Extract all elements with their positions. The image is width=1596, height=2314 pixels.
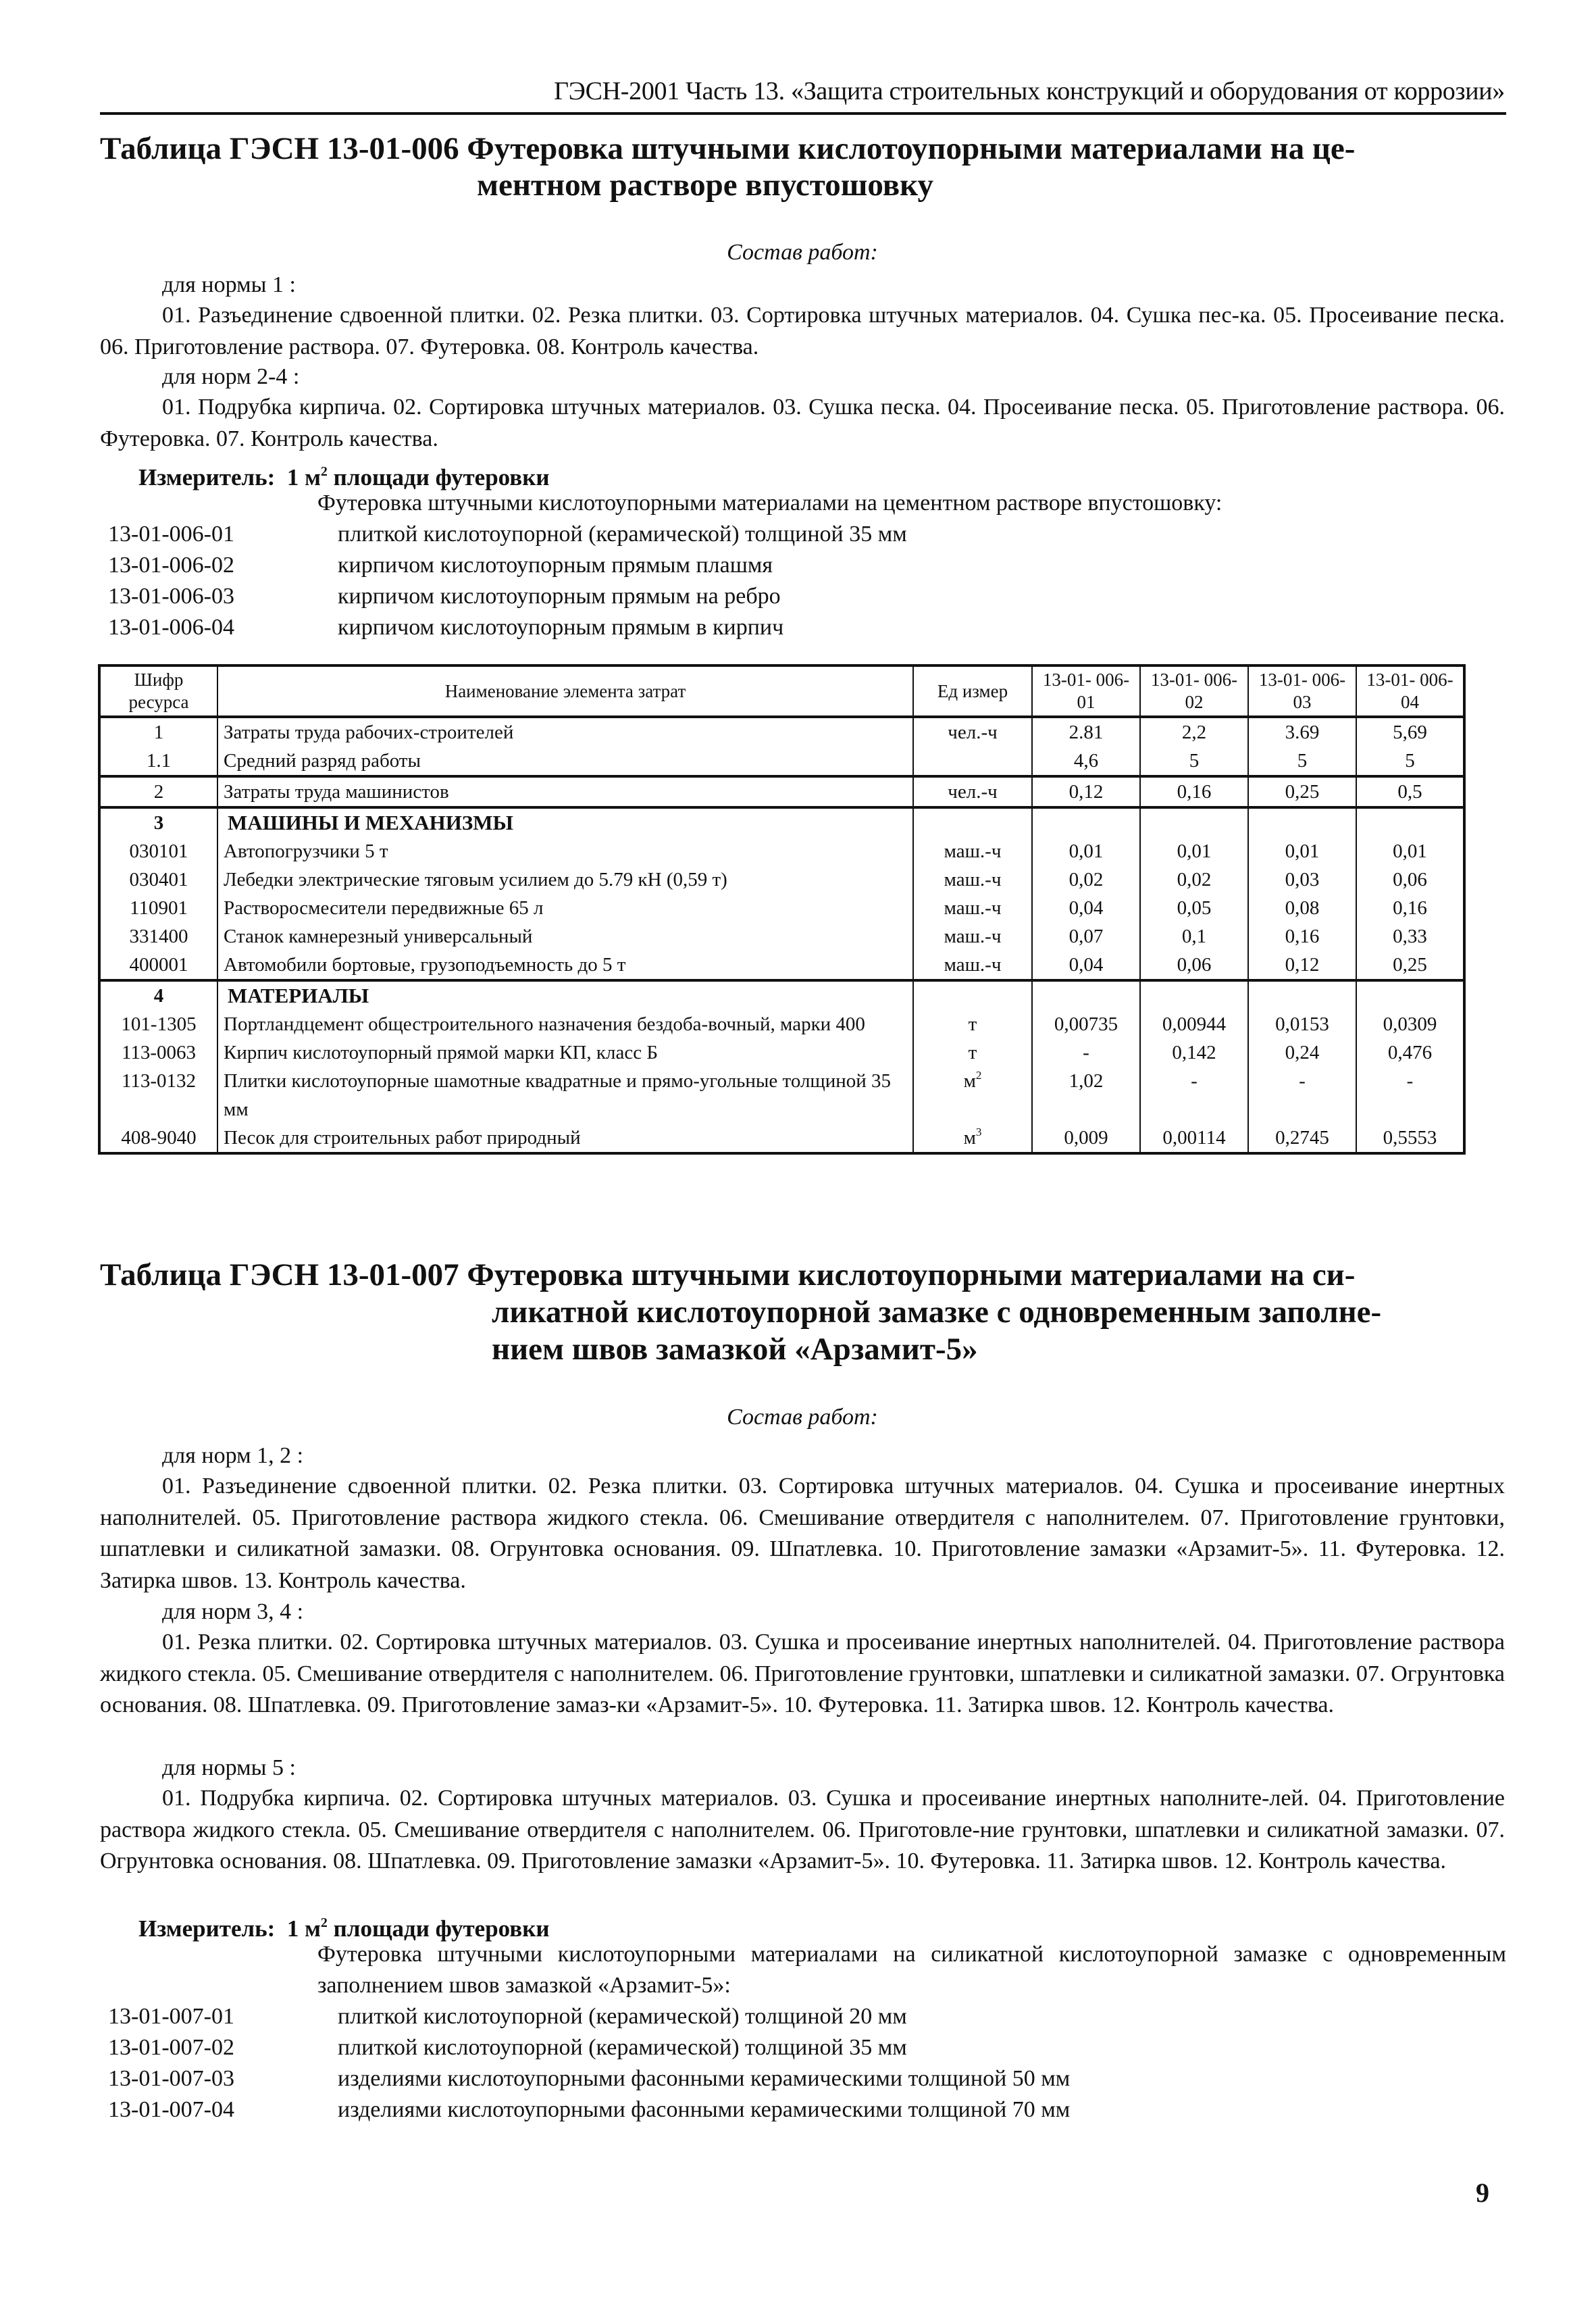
resource-value: 0,01 — [1248, 837, 1356, 865]
page-number: 9 — [1476, 2178, 1489, 2208]
norm-desc: изделиями кислотоупорными фасонными керамическими толщиной 50 мм — [338, 2066, 1071, 2091]
resource-value: - — [1032, 1038, 1140, 1067]
resource-value: 0,142 — [1140, 1038, 1248, 1067]
resource-value: 0,476 — [1356, 1038, 1464, 1067]
resource-value: 0,12 — [1032, 776, 1140, 807]
table2-works-1-for: для норм 3, 4 : — [162, 1599, 304, 1624]
resource-value: 0,05 — [1140, 894, 1248, 922]
resource-value: 0,009 — [1032, 1124, 1140, 1153]
resource-value: 2.81 — [1032, 717, 1140, 747]
table1-works-0-for: для нормы 1 : — [162, 272, 296, 297]
resource-value: 0,0153 — [1248, 1010, 1356, 1038]
measure-value: 1 м — [286, 464, 321, 491]
resource-unit — [913, 1010, 1032, 1038]
table2-title-cont2: нием швов замазкой «Арзамит-5» — [492, 1332, 978, 1367]
measure-value: 1 м — [286, 1915, 321, 1942]
table1-title-cont: ментном растворе впустошовку — [477, 168, 934, 203]
resource-code: 110901 — [99, 894, 217, 922]
norm-code: 13-01-007-04 — [108, 2097, 234, 2122]
table-row — [99, 837, 1464, 865]
resource-code: 3 — [99, 807, 217, 837]
works-text: 01. Подрубка кирпича. 02. Сортировка штучных материалов. 03. Сушка песка. 04. Просеивание песка. 05. Приготовление раствора. 06. Футеровка. 07. Контроль качества. — [100, 395, 1505, 451]
norm-row — [108, 612, 783, 643]
resource-name: Плитки кислотоупорные шамотные квадратные и прямо-угольные толщиной 35 мм — [217, 1067, 913, 1124]
resource-unit — [913, 1067, 1032, 1124]
resource-value: 0,02 — [1140, 865, 1248, 894]
norm-code: 13-01-006-01 — [108, 522, 234, 547]
resource-name: Затраты труда рабочих-строителей — [217, 717, 913, 747]
resource-table-body — [99, 717, 1464, 1153]
table2-title-cont1: ликатной кислотоупорной замазке с одновременным заполне- — [492, 1294, 1382, 1330]
table2-norms-intro: Футеровка штучными кислотоупорными материалами на силикатной кислотоупорной замазке с одновременным заполнением швов замазкой «Арзамит-5»: — [317, 1942, 1506, 1998]
header-name: Наименование элемента затрат — [217, 665, 913, 717]
resource-code: 030401 — [99, 865, 217, 894]
resource-code: 4 — [99, 980, 217, 1010]
norm-code: 13-01-007-02 — [108, 2035, 234, 2060]
resource-value — [1248, 980, 1356, 1010]
resource-value: 0,01 — [1356, 837, 1464, 865]
norm-code: 13-01-007-01 — [108, 2004, 234, 2029]
table2-title: Таблица ГЭСН 13-01-007 Футеровка штучными кислотоупорными материалами на си- — [100, 1257, 1356, 1292]
norm-code: 13-01-007-03 — [108, 2066, 234, 2091]
resource-value: 0,07 — [1032, 922, 1140, 951]
table-row — [99, 1010, 1464, 1038]
table2-works-2-for: для нормы 5 : — [162, 1755, 296, 1780]
resource-name: Автопогрузчики 5 т — [217, 837, 913, 865]
resource-value: 0,0309 — [1356, 1010, 1464, 1038]
resource-value — [1032, 980, 1140, 1010]
table-group-row — [99, 980, 1464, 1010]
table-row — [99, 951, 1464, 980]
unit-text: маш.-ч — [944, 869, 1002, 890]
unit-superscript: 3 — [975, 1126, 982, 1138]
norm-row — [108, 550, 773, 581]
table2-works-1-text — [100, 1627, 1505, 1721]
norm-code: 13-01-006-04 — [108, 615, 234, 640]
measure-label: Измеритель: — [138, 464, 276, 491]
resource-value: 0,16 — [1356, 894, 1464, 922]
resource-unit — [913, 980, 1032, 1010]
resource-value: 0,04 — [1032, 951, 1140, 980]
resource-value: 0,01 — [1032, 837, 1140, 865]
resource-value — [1140, 980, 1248, 1010]
resource-value: 1,02 — [1032, 1067, 1140, 1124]
unit-text: маш.-ч — [944, 897, 1002, 919]
resource-name: Кирпич кислотоупорный прямой марки КП, класс Б — [217, 1038, 913, 1067]
header-col-02: 13-01- 006-02 — [1140, 665, 1248, 717]
norm-code: 13-01-006-02 — [108, 553, 234, 578]
resource-name: Автомобили бортовые, грузоподъемность до 5 т — [217, 951, 913, 980]
table-group-row — [99, 807, 1464, 837]
resource-code: 1 — [99, 717, 217, 747]
unit-superscript: 2 — [975, 1069, 982, 1082]
resource-unit — [913, 837, 1032, 865]
norm-desc: плиткой кислотоупорной (керамической) толщиной 35 мм — [338, 522, 907, 547]
table-row — [99, 747, 1464, 776]
norm-row — [108, 519, 907, 550]
resource-value — [1032, 807, 1140, 837]
measure-sup: 2 — [320, 464, 328, 479]
works-text: 01. Подрубка кирпича. 02. Сортировка штучных материалов. 03. Сушка и просеивание инертных наполните-лей. 04. Приготовление раствора жидкого стекла. 05. Смешивание отвердителя с наполнителем. 06. Приготовле-ние грунтовки, шпатлевки и силикатной замазки. 07. Огрунтовка основания. 08. Шпатлевка. 09. Приготовление замазки «Арзамит-5». 10. Футеровка. 11. Затирка швов. 12. Контроль качества. — [100, 1786, 1505, 1873]
table-row — [99, 1067, 1464, 1124]
resource-value: 0,03 — [1248, 865, 1356, 894]
header-rule — [100, 112, 1506, 115]
resource-unit — [913, 717, 1032, 747]
works-text: 01. Разъединение сдвоенной плитки. 02. Резка плитки. 03. Сортировка штучных материалов. 04. Сушка пес-ка. 05. Просеивание песка. 06. Приготовление раствора. 07. Футеровка. 08. Контроль качества. — [100, 303, 1505, 359]
resource-value: 0,00735 — [1032, 1010, 1140, 1038]
table-row — [99, 922, 1464, 951]
resource-code: 400001 — [99, 951, 217, 980]
resource-name: Средний разряд работы — [217, 747, 913, 776]
table1-title-lead: Таблица ГЭСН 13-01-006 Футеровка штучными кислотоупорными материалами на це- — [100, 131, 1356, 166]
measure-rest: площади футеровки — [327, 464, 550, 491]
table1-works-1-for: для норм 2-4 : — [162, 364, 300, 389]
table-row — [99, 717, 1464, 747]
unit-text: м — [963, 1127, 976, 1149]
table-row — [99, 1038, 1464, 1067]
resource-code: 101-1305 — [99, 1010, 217, 1038]
resource-value — [1356, 807, 1464, 837]
norm-desc: кирпичом кислотоупорным прямым плашмя — [338, 553, 773, 578]
unit-text: маш.-ч — [944, 840, 1002, 862]
resource-code: 1.1 — [99, 747, 217, 776]
resource-value: 0,01 — [1140, 837, 1248, 865]
measure-sup: 2 — [320, 1915, 328, 1930]
norm-desc: кирпичом кислотоупорным прямым в кирпич — [338, 615, 784, 640]
table2-works-0-for: для норм 1, 2 : — [162, 1443, 304, 1468]
norm-row — [108, 2001, 907, 2032]
resource-value: - — [1356, 1067, 1464, 1124]
resource-value: 0,08 — [1248, 894, 1356, 922]
table2-composition-label: Состав работ: — [727, 1405, 878, 1430]
header-col-03: 13-01- 006-03 — [1248, 665, 1356, 717]
header-col-04: 13-01- 006-04 — [1356, 665, 1464, 717]
header-code: Шифр ресурса — [99, 665, 217, 717]
works-text: 01. Разъединение сдвоенной плитки. 02. Резка плитки. 03. Сортировка штучных материалов. 04. Сушка и просеивание инертных наполнителей. 05. Приготовление раствора жидкого стекла. 06. Смешивание отвердителя с наполнителем. 07. Приготовление грунтовки, шпатлевки и силикатной замазки. 08. Огрунтовка основания. 09. Шпатлевка. 10. Приготовление замазки «Арзамит-5». 11. Футеровка. 12. Затирка швов. 13. Контроль качества. — [100, 1474, 1505, 1593]
resource-code: 408-9040 — [99, 1124, 217, 1153]
table1-works-1-text — [100, 392, 1505, 455]
resource-name: Растворосмесители передвижные 65 л — [217, 894, 913, 922]
resource-value: 0,04 — [1032, 894, 1140, 922]
resource-unit — [913, 776, 1032, 807]
header-unit: Ед измер — [913, 665, 1032, 717]
resource-value: 0,25 — [1248, 776, 1356, 807]
unit-text: чел.-ч — [948, 722, 998, 743]
resource-value: 0,1 — [1140, 922, 1248, 951]
resource-unit — [913, 894, 1032, 922]
unit-text: м — [963, 1070, 976, 1092]
resource-unit — [913, 807, 1032, 837]
table1-works-0-text — [100, 300, 1505, 363]
resource-value: 0,24 — [1248, 1038, 1356, 1067]
resource-value: 0,06 — [1140, 951, 1248, 980]
resource-value: - — [1248, 1067, 1356, 1124]
resource-value: 5,69 — [1356, 717, 1464, 747]
resource-value: 0,33 — [1356, 922, 1464, 951]
unit-text: т — [968, 1013, 977, 1035]
norm-row — [108, 2032, 907, 2063]
resource-value: 5 — [1356, 747, 1464, 776]
resource-name: Портландцемент общестроительного назначения бездоба-вочный, марки 400 — [217, 1010, 913, 1038]
resource-unit — [913, 747, 1032, 776]
resource-value: 0,00114 — [1140, 1124, 1248, 1153]
resource-value: 5 — [1248, 747, 1356, 776]
resource-table — [98, 664, 1466, 1155]
resource-value: 0,25 — [1356, 951, 1464, 980]
resource-code: 331400 — [99, 922, 217, 951]
header-col-01: 13-01- 006-01 — [1032, 665, 1140, 717]
resource-value: 3.69 — [1248, 717, 1356, 747]
resource-name: Песок для строительных работ природный — [217, 1124, 913, 1153]
resource-value — [1140, 807, 1248, 837]
table1-norms-intro: Футеровка штучными кислотоупорными материалами на цементном растворе впустошовку: — [317, 491, 1222, 515]
table2-works-0-text — [100, 1471, 1505, 1596]
measure-label: Измеритель: — [138, 1915, 276, 1942]
resource-value: 0,00944 — [1140, 1010, 1248, 1038]
resource-value: 0,06 — [1356, 865, 1464, 894]
table1-composition-label: Состав работ: — [727, 240, 878, 265]
table2-works-2-text — [100, 1783, 1505, 1878]
table-row — [99, 894, 1464, 922]
unit-text: маш.-ч — [944, 926, 1002, 947]
unit-text: чел.-ч — [948, 781, 998, 803]
resource-name: Станок камнерезный универсальный — [217, 922, 913, 951]
norm-desc: плиткой кислотоупорной (керамической) толщиной 20 мм — [338, 2004, 907, 2029]
table-header-row — [99, 665, 1464, 717]
resource-value: 0,16 — [1140, 776, 1248, 807]
norm-desc: плиткой кислотоупорной (керамической) толщиной 35 мм — [338, 2035, 907, 2060]
table-row — [99, 776, 1464, 807]
resource-name: Затраты труда машинистов — [217, 776, 913, 807]
resource-value: 0,2745 — [1248, 1124, 1356, 1153]
resource-value — [1248, 807, 1356, 837]
resource-unit — [913, 922, 1032, 951]
resource-value: 2,2 — [1140, 717, 1248, 747]
resource-value — [1356, 980, 1464, 1010]
table1-title — [100, 130, 1505, 167]
resource-unit — [913, 865, 1032, 894]
norm-row — [108, 2094, 1070, 2126]
resource-value: 0,12 — [1248, 951, 1356, 980]
resource-name: МАТЕРИАЛЫ — [217, 980, 913, 1010]
norm-desc: кирпичом кислотоупорным прямым на ребро — [338, 584, 781, 609]
resource-unit — [913, 1038, 1032, 1067]
table-row — [99, 865, 1464, 894]
resource-code: 030101 — [99, 837, 217, 865]
norm-row — [108, 581, 781, 612]
resource-value: 4,6 — [1032, 747, 1140, 776]
unit-text: маш.-ч — [944, 954, 1002, 976]
resource-value: 0,5 — [1356, 776, 1464, 807]
norm-desc: изделиями кислотоупорными фасонными керамическими толщиной 70 мм — [338, 2097, 1071, 2122]
resource-name: МАШИНЫ И МЕХАНИЗМЫ — [217, 807, 913, 837]
norm-row — [108, 2063, 1070, 2094]
unit-text: т — [968, 1042, 977, 1063]
resource-code: 113-0063 — [99, 1038, 217, 1067]
resource-value: 5 — [1140, 747, 1248, 776]
resource-unit — [913, 951, 1032, 980]
resource-code: 2 — [99, 776, 217, 807]
table-row — [99, 1124, 1464, 1153]
works-text: 01. Резка плитки. 02. Сортировка штучных материалов. 03. Сушка и просеивание инертных наполнителей. 04. Приготовление раствора жидкого стекла. 05. Смешивание отвердителя с наполнителем. 06. Приготовление грунтовки, шпатлевки и силикатной замазки. 07. Огрунтовка основания. 08. Шпатлевка. 09. Приготовление замаз-ки «Арзамит-5». 10. Футеровка. 11. Затирка швов. 12. Контроль качества. — [100, 1630, 1505, 1717]
resource-code: 113-0132 — [99, 1067, 217, 1124]
resource-value: 0,02 — [1032, 865, 1140, 894]
resource-value: 0,5553 — [1356, 1124, 1464, 1153]
running-head: ГЭСН-2001 Часть 13. «Защита строительных конструкций и оборудования от коррозии» — [554, 77, 1505, 105]
resource-value: - — [1140, 1067, 1248, 1124]
measure-rest: площади футеровки — [327, 1915, 550, 1942]
resource-value: 0,16 — [1248, 922, 1356, 951]
resource-unit — [913, 1124, 1032, 1153]
resource-name: Лебедки электрические тяговым усилием до 5.79 кН (0,59 т) — [217, 865, 913, 894]
norm-code: 13-01-006-03 — [108, 584, 234, 609]
